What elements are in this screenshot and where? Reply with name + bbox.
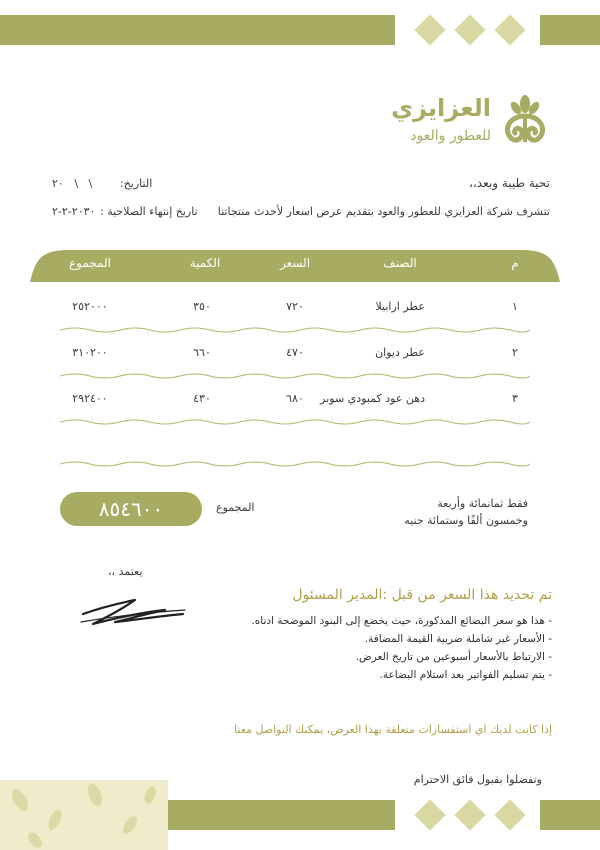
terms-list — [192, 612, 552, 684]
expiry-value: ٢٠٣٠-٢-٢ — [52, 205, 96, 218]
term-item: - هذا هو سعر البضائع المذكورة، حيث يخضع إلى البنود الموضحة ادناه. — [251, 615, 552, 627]
row-divider-4 — [60, 460, 530, 468]
col-header-total: المجموع — [69, 256, 111, 270]
row2-index: ٢ — [512, 346, 518, 359]
bottom-diamond-2 — [454, 799, 485, 830]
bottom-diamond-1 — [414, 799, 445, 830]
total-label: المجموع — [216, 501, 255, 514]
col-header-item: الصنف — [383, 256, 417, 270]
row1-qty: ٣٥٠ — [193, 300, 211, 313]
row1-item: عطر ارابيلا — [375, 300, 425, 313]
closing-text: وتفضلوا بقبول فائق الاحترام — [413, 773, 542, 786]
bottom-band-right — [540, 800, 600, 830]
total-in-words-1: فقط ثمانمائة وأربعة — [437, 497, 528, 510]
row2-total: ٣١٠٢٠٠ — [72, 346, 108, 359]
row1-index: ١ — [512, 300, 518, 313]
company-name: العزايزي — [391, 94, 491, 122]
intro-text: تتشرف شركة العزايزي للعطور والعود بتقديم عرض اسعار لأحدث منتجاتنا — [217, 205, 550, 218]
row2-price: ٤٧٠ — [286, 346, 304, 359]
row3-price: ٦٨٠ — [286, 392, 304, 405]
row-divider-2 — [60, 372, 530, 380]
row3-index: ٣ — [512, 392, 518, 405]
row2-qty: ٦٦٠ — [193, 346, 211, 359]
col-header-price: السعر — [279, 256, 311, 270]
expiry-label: تاريخ إنتهاء الصلاحية : — [100, 205, 198, 218]
signature — [75, 592, 190, 632]
total-pill — [60, 492, 202, 526]
company-logo — [380, 90, 555, 150]
top-band — [0, 15, 395, 45]
floral-logo-icon — [495, 90, 555, 150]
row-divider-3 — [60, 418, 530, 426]
greeting: تحية طيبة وبعد،، — [469, 176, 550, 190]
row-divider-1 — [60, 326, 530, 334]
term-item: - يتم تسليم الفواتير بعد استلام البضاعة. — [379, 669, 552, 681]
top-diamond-1 — [414, 14, 445, 45]
company-subtitle: للعطور والعود — [410, 128, 491, 144]
top-band-right — [540, 15, 600, 45]
bottom-band — [168, 800, 395, 830]
total-value: ٨٥٤٦٠٠ — [98, 497, 164, 521]
row1-total: ٢٥٢٠٠٠ — [72, 300, 108, 313]
contact-line: إذا كانت لديك اي استفسارات متعلقة بهذا العرض، يمكنك التواصل معنا — [234, 723, 552, 736]
top-diamond-2 — [454, 14, 485, 45]
row1-price: ٧٢٠ — [286, 300, 304, 313]
date-label: التاريخ: — [120, 177, 153, 190]
date-value: ٢٠ \ \ — [52, 177, 93, 190]
row3-total: ٢٩٢٤٠٠ — [72, 392, 108, 405]
price-set-by: تم تحديد هذا السعر من قبل :المدير المسئول — [292, 587, 552, 603]
term-item: - الأسعار غير شاملة ضريبة القيمة المضافة. — [364, 633, 552, 645]
row2-item: عطر ديوان — [375, 346, 425, 359]
leaf-pattern-icon — [0, 780, 168, 850]
col-header-qty: الكمية — [189, 256, 221, 270]
row3-qty: ٤٣٠ — [193, 392, 211, 405]
top-diamond-3 — [494, 14, 525, 45]
row3-item: دهن عود كمبودي سوبر — [320, 392, 425, 405]
col-header-index: م — [511, 256, 519, 270]
leaf-pattern — [0, 780, 168, 850]
bottom-diamond-3 — [494, 799, 525, 830]
term-item: - الارتباط بالأسعار أسبوعين من تاريخ العرض. — [355, 651, 552, 663]
total-in-words-2: وخمسون ألفًا وستمائة جنيه — [404, 514, 528, 527]
approved-label: يعتمد ،، — [108, 565, 143, 578]
